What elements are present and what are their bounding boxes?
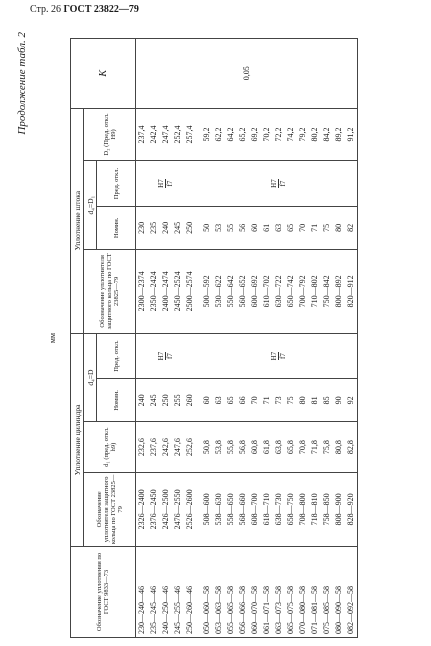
tolerance-fit-rod <box>196 161 358 207</box>
header-nom-rod: Номин. <box>97 206 136 249</box>
table-cell-nd1: 55 <box>225 206 237 249</box>
table-cell-cyl: 638—730 <box>273 472 285 546</box>
header-tol-cyl: Пред. откл. <box>97 333 136 379</box>
fit-hole: H7 <box>156 351 165 361</box>
table-cell-D2: 59,2 <box>196 108 213 161</box>
table-cell-nd1: 60 <box>249 206 261 249</box>
table-cell-cyl: 2426—2500 <box>160 472 172 546</box>
table-cell-nd: 73 <box>273 379 285 422</box>
table-cell-des: 230—240—46 <box>136 546 149 637</box>
table-cell-des: 082—092—58 <box>345 546 358 637</box>
table-cell-des: 061—071—58 <box>261 546 273 637</box>
table-cell-d1: 237,6 <box>148 422 160 472</box>
fit-shaft: f7 <box>165 180 174 187</box>
table-cell-d1: 75,8 <box>321 422 333 472</box>
table-cell-des: 053—063—58 <box>213 546 225 637</box>
table-cell-nd: 245 <box>148 379 160 422</box>
table-cell-rod: 820—912 <box>345 249 358 333</box>
table-cell-nd: 240 <box>136 379 149 422</box>
table-cell-cyl: 508—600 <box>196 472 213 546</box>
table-cell-nd1: 75 <box>321 206 333 249</box>
table-cell-nd1: 63 <box>273 206 285 249</box>
table-cell-d1: 53,8 <box>213 422 225 472</box>
table-cell-des: 065—075—58 <box>285 546 297 637</box>
table-cell-D2: 237,4 <box>136 108 149 161</box>
table-cell-cyl: 708—800 <box>297 472 309 546</box>
table-cell-des: 070—080—58 <box>297 546 309 637</box>
table-cell-nd1: 53 <box>213 206 225 249</box>
table-cell-nd: 260 <box>184 379 196 422</box>
table-cell-D2: 84,2 <box>321 108 333 161</box>
table-cell-nd1: 56 <box>237 206 249 249</box>
table-cell-cyl: 718—810 <box>309 472 321 546</box>
tolerance-fit-rod <box>136 161 197 207</box>
table-cell-nd: 75 <box>285 379 297 422</box>
fit-hole: H7 <box>269 351 278 361</box>
table-cell-cyl: 2476—2550 <box>172 472 184 546</box>
table-cell-des: 071—081—58 <box>309 546 321 637</box>
table-cell-des: 250—260—46 <box>184 546 196 637</box>
table-cell-rod: 500—592 <box>196 249 213 333</box>
table-cell-nd: 63 <box>213 379 225 422</box>
table-cell-rod: 530—622 <box>213 249 225 333</box>
table-cell-D2: 74,2 <box>285 108 297 161</box>
table-cell-rod: 650—742 <box>285 249 297 333</box>
table-cell-rod: 2300—2374 <box>136 249 149 333</box>
table-cell-nd: 81 <box>309 379 321 422</box>
table-cell-cyl: 2526—2600 <box>184 472 196 546</box>
table-cell-nd1: 50 <box>196 206 213 249</box>
table-cell-D2: 89,2 <box>333 108 345 161</box>
k-value: 0,05 <box>136 39 358 109</box>
fit-shaft: f7 <box>165 353 174 359</box>
header-tol-rod: Пред. откл. <box>97 161 136 207</box>
table-cell-cyl: 828—920 <box>345 472 358 546</box>
header-rod-ring: Обозначение уплотнителя защитного кольца по ГОСТ 23825—79 <box>84 249 136 333</box>
fit-shaft: f7 <box>278 180 287 187</box>
table-cell-d1: 50,8 <box>196 422 213 472</box>
table-cell-nd: 255 <box>172 379 184 422</box>
table-cell-rod: 2500—2574 <box>184 249 196 333</box>
table-cell-nd1: 61 <box>261 206 273 249</box>
table-cell-cyl: 2376—2450 <box>148 472 160 546</box>
table-cell-nd: 85 <box>321 379 333 422</box>
table-cell-d1: 252,6 <box>184 422 196 472</box>
table-cell-nd1: 82 <box>345 206 358 249</box>
table-cell-des: 056—066—58 <box>237 546 249 637</box>
header-nom-cyl: Номин. <box>97 379 136 422</box>
table-cell-rod: 560—652 <box>237 249 249 333</box>
table-cell-D2: 64,2 <box>225 108 237 161</box>
table-cell-rod: 600—692 <box>249 249 261 333</box>
table-cell-nd1: 230 <box>136 206 149 249</box>
table-cell-des: 055—065—58 <box>225 546 237 637</box>
table-cell-nd: 66 <box>237 379 249 422</box>
header-d1: d₁ (пред. откл. h9) <box>84 422 136 472</box>
table-cell-d1: 232,6 <box>136 422 149 472</box>
unit-label: мм <box>48 332 57 344</box>
fit-hole: H7 <box>156 179 165 188</box>
table-cell-nd: 90 <box>333 379 345 422</box>
header-d4-D: d₄=D <box>84 333 97 422</box>
standard-number: ГОСТ 23822—79 <box>63 4 139 15</box>
table-cell-rod: 550—642 <box>225 249 237 333</box>
table-header-row-1 <box>71 39 84 638</box>
table-cell-D2: 80,2 <box>309 108 321 161</box>
table-cell-d1: 55,8 <box>225 422 237 472</box>
table-cell-cyl: 558—650 <box>225 472 237 546</box>
table-cell-d1: 70,8 <box>297 422 309 472</box>
table-cell-des: 080—090—58 <box>333 546 345 637</box>
table-cell-d1: 82,8 <box>345 422 358 472</box>
table-cell-d1: 61,8 <box>261 422 273 472</box>
table-cell-d1: 65,8 <box>285 422 297 472</box>
header-k: K <box>71 39 136 109</box>
table-cell-rod: 2400—2474 <box>160 249 172 333</box>
table-cell-cyl: 808—900 <box>333 472 345 546</box>
table-cell-des: 075—085—58 <box>321 546 333 637</box>
page-header <box>30 4 139 15</box>
table-cell-nd: 70 <box>249 379 261 422</box>
table-cell-D2: 70,2 <box>261 108 273 161</box>
table-cell-cyl: 758—850 <box>321 472 333 546</box>
table-cell-d1: 80,8 <box>333 422 345 472</box>
table-cell-nd: 60 <box>196 379 213 422</box>
table-continuation-title: Продолжение табл. 2 <box>16 32 28 135</box>
table-row <box>136 39 149 638</box>
table-cell-cyl: 538—630 <box>213 472 225 546</box>
table-cell-d1: 242,6 <box>160 422 172 472</box>
table-cell-nd1: 71 <box>309 206 321 249</box>
table-cell-nd1: 235 <box>148 206 160 249</box>
table-cell-nd: 80 <box>297 379 309 422</box>
table-cell-D2: 91,2 <box>345 108 358 161</box>
table-cell-rod: 2350—2424 <box>148 249 160 333</box>
table-cell-des: 063—073—58 <box>273 546 285 637</box>
table-cell-nd1: 250 <box>184 206 196 249</box>
table-cell-des: 050—060—58 <box>196 546 213 637</box>
table-cell-d1: 71,8 <box>309 422 321 472</box>
table-cell-cyl: 618—710 <box>261 472 273 546</box>
table-cell-des: 235—245—46 <box>148 546 160 637</box>
table-cell-nd1: 245 <box>172 206 184 249</box>
table-cell-des: 240—250—46 <box>160 546 172 637</box>
table-cell-nd: 92 <box>345 379 358 422</box>
table-cell-D2: 65,2 <box>237 108 249 161</box>
table-cell-rod: 610—702 <box>261 249 273 333</box>
tolerance-fit-cylinder <box>136 333 197 379</box>
page-number: Стр. 26 <box>30 4 62 15</box>
table-cell-D2: 79,2 <box>297 108 309 161</box>
fit-hole: H7 <box>269 179 278 188</box>
table-cell-cyl: 568—660 <box>237 472 249 546</box>
table-cell-d1: 63,8 <box>273 422 285 472</box>
rotated-table-frame <box>16 32 390 638</box>
table-cell-cyl: 2326—2400 <box>136 472 149 546</box>
table-cell-cyl: 608—700 <box>249 472 261 546</box>
header-cylinder-group: Уплотнение цилиндра <box>71 333 84 546</box>
table-cell-D2: 257,4 <box>184 108 196 161</box>
table-cell-d1: 247,6 <box>172 422 184 472</box>
table-cell-D2: 242,4 <box>148 108 160 161</box>
table-cell-D2: 72,2 <box>273 108 285 161</box>
table-cell-nd1: 65 <box>285 206 297 249</box>
table-body <box>136 39 358 638</box>
table-cell-nd1: 240 <box>160 206 172 249</box>
header-cyl-ring: Обозначение уплотнителя защитного кольца по ГОСТ 23825—79 <box>84 472 136 546</box>
fit-shaft: f7 <box>278 353 287 359</box>
header-D2: D₂ (Пред. откл. H9) <box>84 108 136 161</box>
table-row <box>196 39 213 638</box>
table-cell-D2: 69,2 <box>249 108 261 161</box>
header-d4-D1: d₄=D₁ <box>84 161 97 250</box>
table-cell-D2: 247,4 <box>160 108 172 161</box>
table-cell-rod: 710—802 <box>309 249 321 333</box>
table-cell-cyl: 658—750 <box>285 472 297 546</box>
table-cell-nd1: 80 <box>333 206 345 249</box>
table-cell-nd: 250 <box>160 379 172 422</box>
header-designation: Обозначение уплотнения по ГОСТ 9833—73 <box>71 546 136 637</box>
table-cell-rod: 630—722 <box>273 249 285 333</box>
table-cell-nd: 65 <box>225 379 237 422</box>
table-cell-des: 060—070—58 <box>249 546 261 637</box>
table-cell-d1: 56,8 <box>237 422 249 472</box>
table-cell-rod: 800—892 <box>333 249 345 333</box>
table-cell-des: 245—255—46 <box>172 546 184 637</box>
header-rod-group: Уплотнение штока <box>71 108 84 333</box>
table-cell-rod: 2450—2524 <box>172 249 184 333</box>
table-cell-rod: 750—842 <box>321 249 333 333</box>
table-cell-rod: 700—792 <box>297 249 309 333</box>
tolerance-fit-cylinder <box>196 333 358 379</box>
table-cell-D2: 252,4 <box>172 108 184 161</box>
seal-dimensions-table <box>70 38 358 638</box>
table-cell-nd: 71 <box>261 379 273 422</box>
table-cell-d1: 60,8 <box>249 422 261 472</box>
table-cell-nd1: 70 <box>297 206 309 249</box>
table-cell-D2: 62,2 <box>213 108 225 161</box>
